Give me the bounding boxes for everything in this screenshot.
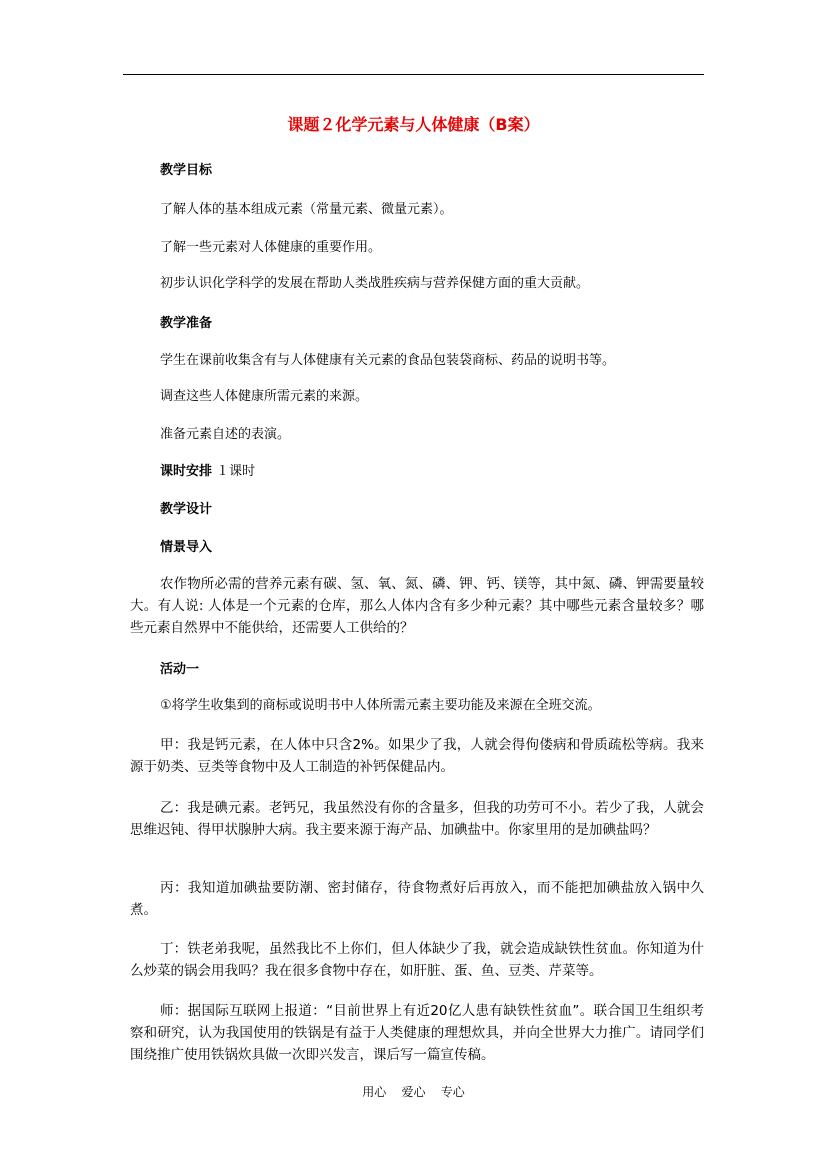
goal-item: 了解人体的基本组成元素（常量元素、微量元素）。	[160, 202, 453, 217]
dialog-paragraph: 乙：我是碘元素。老钙兄，我虽然没有你的含量多，但我的功劳可不小。若少了我，人就会思维迟钝、得甲状腺肿大病。我主要来源于海产品、加碘盐中。你家里用的是加碘盐吗？	[130, 800, 704, 838]
schedule-value: １课时	[216, 464, 256, 479]
page-title: 课题２化学元素与人体健康（B案）	[287, 115, 540, 134]
page-footer: 用心 爱心 专心	[362, 1085, 465, 1099]
prep-item: 准备元素自述的表演。	[160, 427, 291, 442]
intro-heading: 情景导入	[160, 540, 213, 555]
prep-heading: 教学准备	[160, 316, 213, 331]
design-heading: 教学设计	[160, 502, 213, 517]
prep-item: 学生在课前收集含有与人体健康有关元素的食品包装袋商标、药品的说明书等。	[160, 353, 616, 368]
goal-item: 初步认识化学科学的发展在帮助人类战胜疾病与营养保健方面的重大贡献。	[160, 276, 590, 291]
prep-item: 调查这些人体健康所需元素的来源。	[160, 389, 369, 404]
dialog-paragraph: 丁：铁老弟我呢，虽然我比不上你们，但人体缺少了我，就会造成缺铁性贫血。你知道为什么炒菜的锅会用我吗？我在很多食物中存在，如肝脏、蛋、鱼、豆类、芹菜等。	[130, 941, 704, 979]
schedule-line	[160, 461, 255, 483]
header-rule	[123, 74, 704, 75]
intro-paragraph: 农作物所必需的营养元素有碳、氢、氧、氮、磷、钾、钙、镁等，其中氮、磷、钾需要量较大。有人说: 人体是一个元素的仓库，那么人体内含有多少种元素？其中哪些元素含量较多？哪些元素自然界中不能供给，还需要人工供给的？	[130, 576, 704, 636]
goals-heading: 教学目标	[160, 163, 213, 178]
dialog-paragraph: 丙：我知道加碘盐要防潮、密封储存，待食物煮好后再放入，而不能把加碘盐放入锅中久煮。	[130, 880, 704, 918]
activity-heading: 活动一	[160, 662, 200, 677]
dialog-paragraph: 师：据国际互联网上报道：“目前世界上有近20亿人患有缺铁性贫血”。联合国卫生组织考察和研究，认为我国使用的铁锅是有益于人类健康的理想炊具，并向全世界大力推广。请同学们围绕推广使用铁锅炊具做一次即兴发言，课后写一篇宣传稿。	[130, 1003, 704, 1063]
schedule-label: 课时安排	[160, 464, 213, 479]
dialog-paragraph: 甲：我是钙元素，在人体中只含2%。如果少了我，人就会得佝偻病和骨质疏松等病。我来源于奶类、豆类等食物中及人工制造的补钙保健品内。	[130, 737, 704, 775]
goal-item: 了解一些元素对人体健康的重要作用。	[160, 240, 382, 255]
activity-intro: ①将学生收集到的商标或说明书中人体所需元素主要功能及来源在全班交流。	[160, 698, 601, 713]
